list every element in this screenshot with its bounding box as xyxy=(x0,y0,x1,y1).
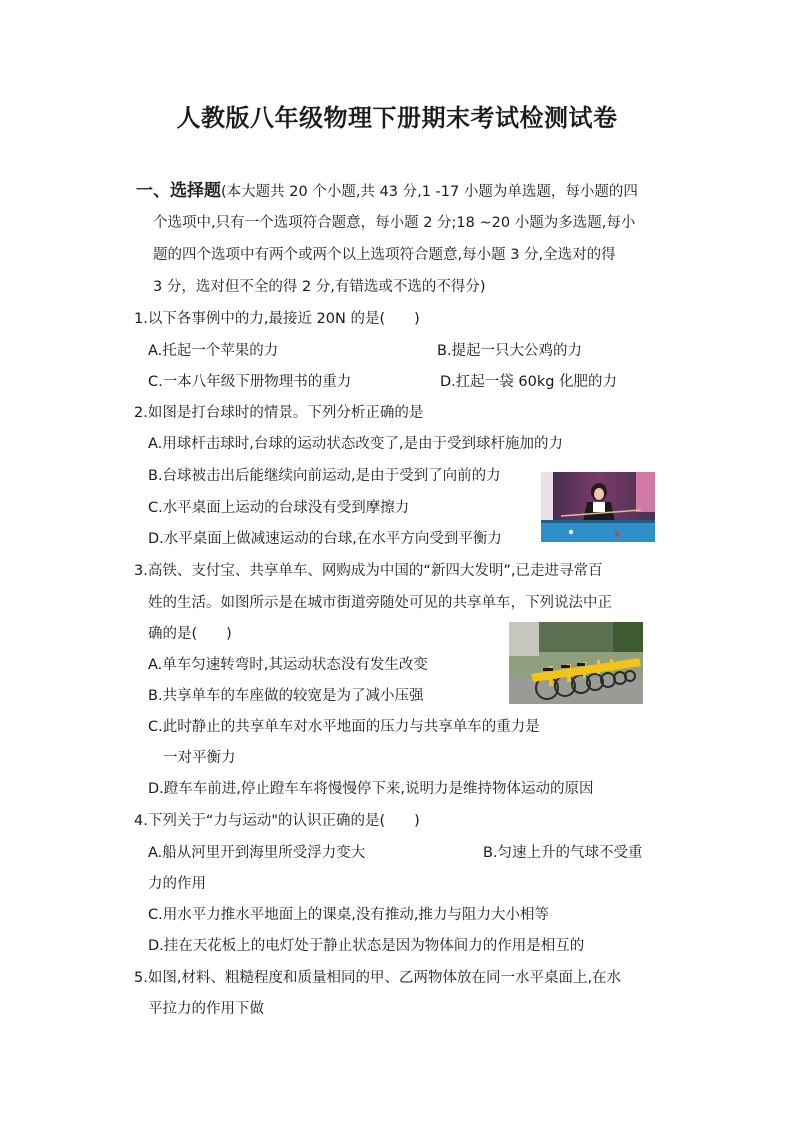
q3-stem-line-3: 确的是( ) xyxy=(148,626,232,642)
q2-option-c: C.水平桌面上运动的台球没有受到摩擦力 xyxy=(148,500,410,516)
q5-stem-line-1: 5.如图,材料、粗糙程度和质量相同的甲、乙两物体放在同一水平桌面上,在水 xyxy=(134,970,622,986)
q2-stem: 2.如图是打台球时的情景。下列分析正确的是 xyxy=(134,405,424,421)
section-intro-line-2: 个选项中,只有一个选项符合题意，每小题 2 分;18 ~20 小题为多选题,每小 xyxy=(153,215,636,231)
section-intro-text-1: (本大题共 20 个小题,共 43 分,1 -17 小题为单选题，每小题的四 xyxy=(221,184,638,200)
q1-option-d: D.扛起一袋 60kg 化肥的力 xyxy=(440,374,618,390)
q2-option-b: B.台球被击出后能继续向前运动,是由于受到了向前的力 xyxy=(148,468,501,484)
q4-stem: 4.下列关于“力与运动"的认识正确的是( ) xyxy=(134,813,420,829)
q4-option-b-line-2: 力的作用 xyxy=(148,876,206,892)
q2-option-a: A.用球杆击球时,台球的运动状态改变了,是由于受到球杆施加的力 xyxy=(148,436,563,452)
q1-stem: 1.以下各事例中的力,最接近 20N 的是( ) xyxy=(134,311,420,327)
q1-option-a: A.托起一个苹果的力 xyxy=(148,343,279,359)
q3-stem-line-2: 姓的生活。如图所示是在城市街道旁随处可见的共享单车，下列说法中正 xyxy=(148,595,612,611)
section-intro-line-3: 题的四个选项中有两个或两个以上选项符合题意,每小题 3 分,全选对的得 xyxy=(153,247,616,263)
q3-option-d: D.蹬车车前进,停止蹬车车将慢慢停下来,说明力是维持物体运动的原因 xyxy=(148,781,594,797)
q3-option-c-line-1: C.此时静止的共享单车对水平地面的压力与共享单车的重力是 xyxy=(148,719,540,735)
q1-option-c: C.一本八年级下册物理书的重力 xyxy=(148,374,352,390)
section-intro-line-4: 3 分，选对但不全的得 2 分,有错选或不选的不得分) xyxy=(153,279,486,295)
q4-option-a: A.船从河里开到海里所受浮力变大 xyxy=(148,845,366,861)
q4-option-b-line-1: B.匀速上升的气球不受重 xyxy=(483,845,643,861)
q1-option-b: B.提起一只大公鸡的力 xyxy=(437,343,583,359)
page-title: 人教版八年级物理下册期末考试检测试卷 xyxy=(176,104,618,132)
billiards-photo xyxy=(541,472,655,542)
q3-option-c-line-2: 一对平衡力 xyxy=(163,750,236,766)
q4-option-d: D.挂在天花板上的电灯处于静止状态是因为物体间力的作用是相互的 xyxy=(148,938,585,954)
section-heading: 一、选择题 xyxy=(136,181,221,201)
q4-option-c: C.用水平力推水平地面上的课桌,没有推动,推力与阻力大小相等 xyxy=(148,907,549,923)
q3-option-b: B.共享单车的车座做的较宽是为了减小压强 xyxy=(148,688,424,704)
q3-option-a: A.单车匀速转弯时,其运动状态没有发生改变 xyxy=(148,657,428,673)
shared-bikes-photo xyxy=(509,622,643,704)
section-intro-line-1 xyxy=(136,180,638,203)
q2-option-d: D.水平桌面上做减速运动的台球,在水平方向受到平衡力 xyxy=(148,531,502,547)
q3-stem-line-1: 3.高铁、支付宝、共享单车、网购成为中国的“新四大发明”,已走进寻常百 xyxy=(134,563,603,579)
q5-stem-line-2: 平拉力的作用下做 xyxy=(148,1001,264,1017)
